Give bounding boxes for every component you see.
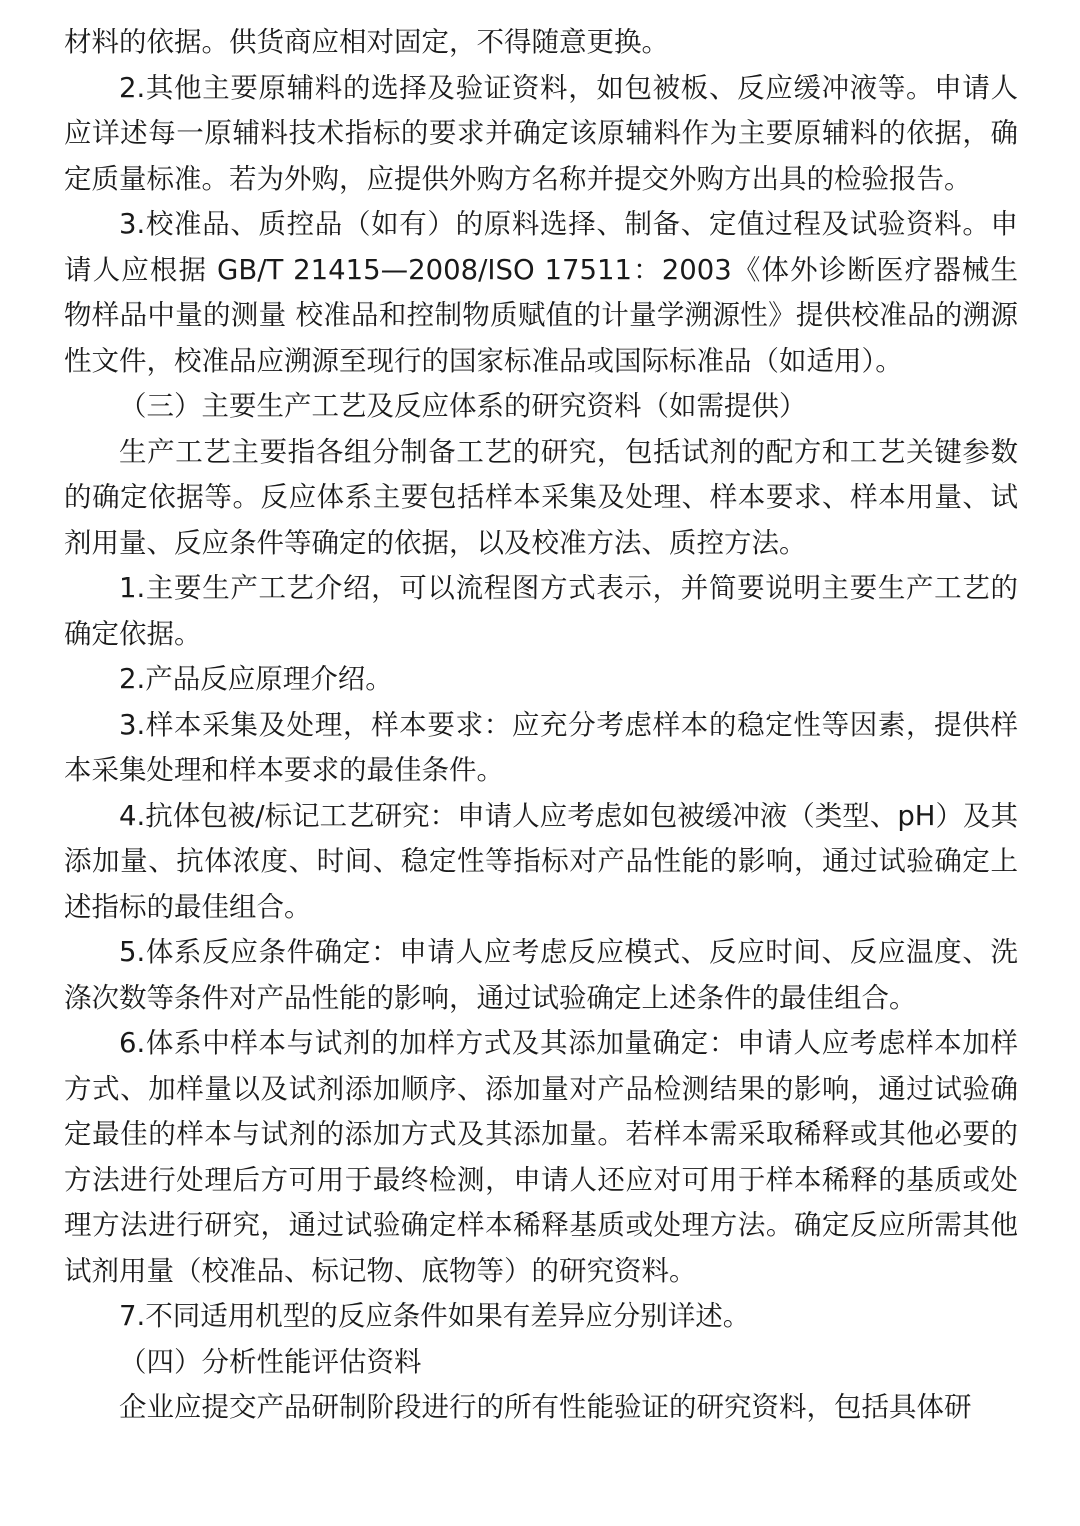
paragraph-performance-intro: 企业应提交产品研制阶段进行的所有性能验证的研究资料，包括具体研 (119, 1391, 972, 1423)
paragraph-item-2-principle: 2.产品反应原理介绍。 (119, 663, 393, 695)
paragraph-item-6-sample-addition: 6.体系中样本与试剂的加样方式及其添加量确定：申请人应考虑样本加样方式、加样量以及试剂添加顺序、添加量对产品检测结果的影响，通过试验确定最佳的样本与试剂的添加方式及其添加量。若样本需采取稀释或其他必要的方法进行处理后方可用于最终检测，申请人还应对可用于样本稀释的基质或处理方法进行研究，通过试验确定样本稀释基质或处理方法。确定反应所需其他试剂用量（校准品、标记物、底物等）的研究资料。 (64, 1027, 1018, 1287)
paragraph-item-2-auxiliary-materials: 2.其他主要原辅料的选择及验证资料，如包被板、反应缓冲液等。申请人应详述每一原辅料技术指标的要求并确定该原辅料作为主要原辅料的依据，确定质量标准。若为外购，应提供外购方名称并提交外购方出具的检验报告。 (64, 71, 1018, 195)
paragraph-item-3-sample: 3.样本采集及处理，样本要求：应充分考虑样本的稳定性等因素，提供样本采集处理和样本要求的最佳条件。 (64, 708, 1018, 786)
section-heading-4: （四）分析性能评估资料 (119, 1345, 422, 1378)
paragraph-item-7-instruments: 7.不同适用机型的反应条件如果有差异应分别详述。 (119, 1300, 751, 1332)
paragraph-continuation: 材料的依据。供货商应相对固定，不得随意更换。 (64, 26, 669, 58)
document-page (64, 20, 1018, 1520)
paragraph-item-4-coating: 4.抗体包被/标记工艺研究：申请人应考虑如包被缓冲液（类型、pH）及其添加量、抗体浓度、时间、稳定性等指标对产品性能的影响，通过试验确定上述指标的最佳组合。 (64, 799, 1018, 923)
section-heading-3: （三）主要生产工艺及反应体系的研究资料（如需提供） (119, 390, 807, 422)
paragraph-item-3-calibrators: 3.校准品、质控品（如有）的原料选择、制备、定值过程及试验资料。申请人应根据 GB/T 21415—2008/ISO 17511：2003《体外诊断医疗器械生物样品中量的测量 校准品和控制物质赋值的计量学溯源性》提供校准品的溯源性文件，校准品应溯源至现行的国家标准品或国际标准品（如适用）。 (64, 208, 1018, 377)
paragraph-item-5-conditions: 5.体系反应条件确定：申请人应考虑反应模式、反应时间、反应温度、洗涤次数等条件对产品性能的影响，通过试验确定上述条件的最佳组合。 (64, 936, 1018, 1014)
paragraph-process-intro: 生产工艺主要指各组分制备工艺的研究，包括试剂的配方和工艺关键参数的确定依据等。反应体系主要包括样本采集及处理、样本要求、样本用量、试剂用量、反应条件等确定的依据，以及校准方法、质控方法。 (64, 435, 1018, 559)
paragraph-item-1-process: 1.主要生产工艺介绍，可以流程图方式表示，并简要说明主要生产工艺的确定依据。 (64, 572, 1018, 650)
